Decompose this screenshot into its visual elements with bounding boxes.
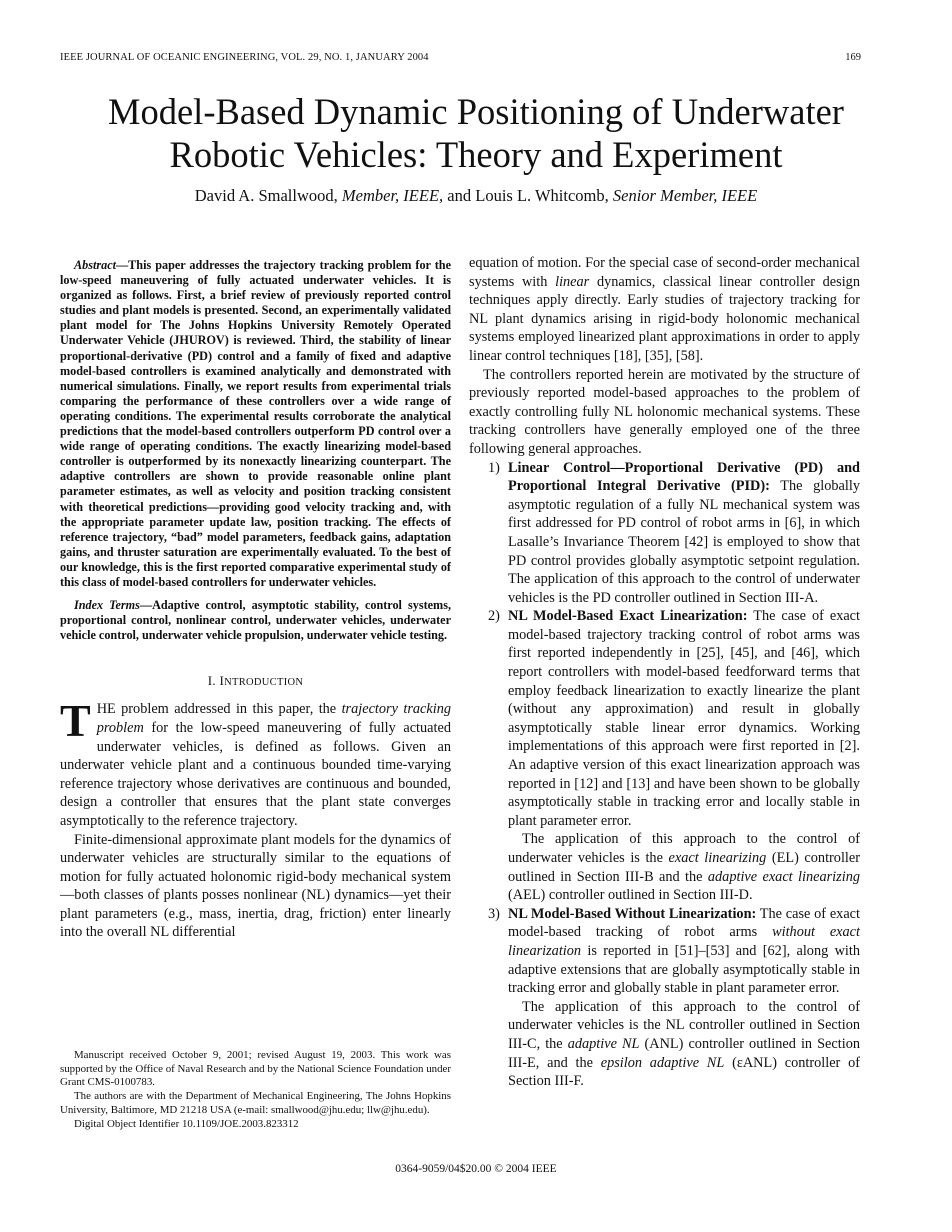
list-item-title: NL Model-Based Exact Linearization: [508,608,748,625]
intro-p1-a: HE problem addressed in this paper, the [96,701,342,718]
list-item [469,459,860,608]
list-item-title: Linear Control—Proportional Derivative (PD) and Proportional Integral Derivative (PID): [508,459,860,495]
list-item-subparagraph: The application of this approach to the control of underwater vehicles is the exact linearizing (EL) controller outlined in Section III-B and the adaptive exact linearizing (AEL) controller outlined in Section III-D. [508,831,861,904]
right-p1-b: dynamics, classical linear controller design techniques apply directly. Early studies of trajectory tracking for NL plant dynamics arising in rigid-body holonomic mechanical systems employed linearized plant approximations in order to apply linear control techniques [18], [35], [58]. [469,273,860,364]
section-title-rest: NTRODUCTION [224,677,304,689]
footnote-manuscript: Manuscript received October 9, 2001; revised August 19, 2003. This work was supported by the Office of Naval Research and by the National Science Foundation under Grant CMS-0100783. [60,1049,451,1089]
abstract-text: —This paper addresses the trajectory tracking problem for the low-speed maneuvering of fully actuated underwater vehicles. It is organized as follows. First, a brief review of previously reported control studies and plant models is presented. Second, an experimentally validated plant model for The Johns Hopkins University Remotely Operated Underwater Vehicle (JHUROV) is reviewed. Third, the stability of linear proportional-derivative (PD) control and a family of fixed and adaptive model-based controllers is examined analytically and demonstrated with numerical simulations. Finally, we report results from experimental trials comparing the performance of these controllers over a wide range of operating conditions. The experimental results corroborate the analytical predictions that the model-based controllers outperform PD control over a wide range of operating conditions. The exactly linearizing model-based controller is outperformed by its nonexactly linearizing counterpart. The adaptive controllers are shown to provide reasonable online plant parameter estimates, as well as velocity and position tracking consistent with theoretical predictions—providing good velocity tracking and, with the appropriate parameter update law, position tracking. The effects of reference trajectory, “bad” model parameters, feedback gains, adaptation gains, and thruster saturation are experimentally evaluated. To the best of our knowledge, this is the first reported comparative experimental study of this class of model-based controllers for underwater vehicles. [60,258,451,589]
author-1-role: Member, IEEE, [341,186,444,205]
copyright-footer: 0364-9059/04$20.00 © 2004 IEEE [395,1163,557,1175]
left-column [60,258,451,942]
index-terms-lead: Index Terms [74,598,140,613]
list-item-text: The globally asymptotic regulation of a fully NL mechanical system was first addressed for PD control of robot arms in [6], in which Lasalle’s Invariance Theorem [42] is employed to show that PD control provides globally asymptotic setpoint regulation. The application of this approach to the control of underwater vehicles is the PD controller outlined in Section III-A. [508,478,860,606]
list-number: 2) [488,608,500,625]
author-conjunction: and [447,186,472,205]
list-item: 3) NL Model-Based Without Linearization: The case of exact model-based tracking of robot arms without exact linearization is reported in [51]–[53] and [62], along with adaptive extensions that are globally asymptotically stable in tracking error and globally stable in plant parameter error. The application of this approach to the control of underwater vehicles is the NL controller outlined in Section III-C, the adaptive NL (ANL) controller outlined in Section III-E, and the epsilon adaptive NL (εANL) controller of Section III-F. [488,905,860,1090]
title-line-1: Model-Based Dynamic Positioning of Underwater [108,91,844,132]
approach-list [469,459,860,1091]
list-number: 1) [488,459,500,476]
page-number: 169 [845,52,861,63]
right-column [469,254,860,1091]
right-p1-a: equation of motion. For the special case of second-order mechanical systems with [469,255,860,290]
index-terms [60,598,451,643]
section-number: I. [207,673,216,689]
author-line: David A. Smallwood, Member, IEEE, and Louis L. Whitcomb, Senior Member, IEEE [194,186,758,205]
intro-p1-italic: trajectory tracking problem [96,701,451,736]
section-title-initial: I [219,673,225,689]
list-item [469,607,860,905]
title-line-2: Robotic Vehicles: Theory and Experiment [169,134,783,175]
author-2: Louis L. Whitcomb [475,186,605,205]
abstract-lead: Abstract [74,258,116,272]
intro-paragraph-2: Finite-dimensional approximate plant models for the dynamics of underwater vehicles are structurally similar to the equations of motion for fully actuated holonomic rigid-body mechanical system—both classes of plants posses nonlinear (NL) dynamics—yet their plant parameters (e.g., mass, inertia, drag, friction) enter linearly into the overall NL differential [60,831,451,941]
paper-title [40,90,912,176]
author-1: David A. Smallwood [194,186,334,205]
author-2-role: Senior Member, IEEE [612,186,758,205]
epsilon-anl-symbol: (εANL) [732,1054,777,1071]
list-item-text: The case of exact model-based trajectory tracking control of robot arms was first reported independently in [25], [45], and [46], which report controllers with model-based feedforward terms that employ feedback linearization to exactly linearize the plant (without any approximation) and result in globally asymptotically stable linear error dynamics. Working implementations of this approach were first reported in [2]. An adaptive version of this exact linearization approach was reported in [12] and [13] and have been shown to be globally asymptotically stable in tracking error and locally stable in plant parameter error. [508,608,861,829]
list-item-subparagraph: The application of this approach to the control of underwater vehicles is the NL controller outlined in Section III-C, the adaptive NL (ANL) controller outlined in Section III-E, and the epsilon adaptive NL (εANL) controller of Section III-F. [508,998,860,1090]
footnote-affiliation: The authors are with the Department of Mechanical Engineering, The Johns Hopkins University, Baltimore, MD 21218 USA (e-mail: smallwood@jhu.edu; llw@jhu.edu). [60,1090,451,1116]
abstract [60,258,451,590]
footnote-doi: Digital Object Identifier 10.1109/JOE.2003.823312 [74,1117,299,1130]
footnote [60,1049,451,1131]
running-header-journal: IEEE JOURNAL OF OCEANIC ENGINEERING, VOL. 29, NO. 1, JANUARY 2004 [60,52,429,63]
index-terms-text: —Adaptive control, asymptotic stability, control systems, proportional control, nonlinear control, underwater vehicles, underwater vehicle control, underwater vehicle propulsion, underwater vehicle testing. [60,598,451,643]
right-p1-italic: linear [555,273,590,290]
list-number: 3) [488,905,500,922]
section-heading-introduction [60,673,451,689]
intro-paragraph-1 [60,695,451,830]
list-item-title: NL Model-Based Without Linearization: [508,905,757,922]
right-paragraph-2: The controllers reported herein are motivated by the structure of previously reported model-based approaches to the problem of exactly controlling fully NL holonomic mechanical systems. These tracking controllers have generally employed one of the three following general approaches. [469,366,860,457]
drop-cap: T [60,695,91,747]
intro-p1-b: for the low-speed maneuvering of fully actuated underwater vehicles, is defined as follows. Given an underwater vehicle plant and a continuous bounded time-varying reference trajectory whose derivatives are continuous and bounded, design a controller that ensures that the plant state converges asymptotically to the reference trajectory. [60,719,451,829]
right-paragraph-1 [469,254,860,366]
